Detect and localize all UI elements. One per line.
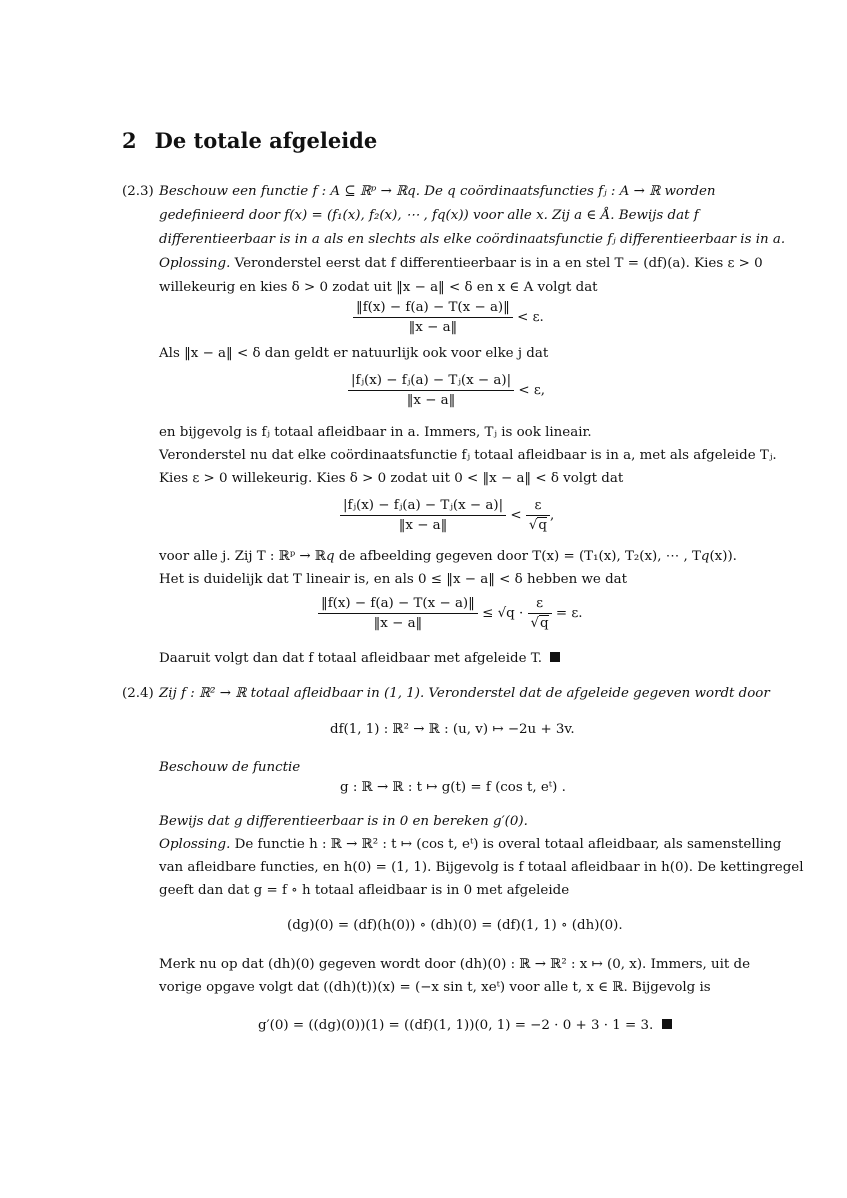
exercise-statement-line: Zij f : ℝ² → ℝ totaal afleidbaar in (1, 1). Veronderstel dat de afgeleide gegeven wordt door — [159, 686, 770, 701]
fraction — [318, 596, 478, 631]
solution-label: Oplossing. — [159, 837, 231, 852]
equation-middle: ≤ √q · — [482, 606, 524, 621]
solution-text: Veronderstel eerst dat f differentieerbaar is in a en stel T = (df)(a). Kies ε > 0 — [234, 256, 763, 271]
exercise-label-2-3: (2.3) — [122, 184, 154, 199]
denominator: ‖x − a‖ — [408, 320, 458, 335]
paragraph-line — [159, 650, 560, 668]
solution-line — [159, 255, 763, 273]
final-equation: g′(0) = ((dg)(0))(1) = ((df)(1, 1))(0, 1) = −2 · 0 + 3 · 1 = 3. — [258, 1018, 654, 1033]
solution-text: De functie h : ℝ → ℝ² : t ↦ (cos t, eᵗ) is overal totaal afleidbaar, als samenstelling — [234, 837, 782, 852]
denominator: ‖x − a‖ — [398, 518, 448, 533]
solution-line: geeft dan dat g = f ∘ h totaal afleidbaar is in 0 met afgeleide — [159, 883, 570, 898]
equation-rhs: < ε, — [518, 383, 546, 398]
fraction — [348, 373, 514, 408]
solution-line: van afleidbare functies, en h(0) = (1, 1). Bijgevolg is f totaal afleidbaar in h(0). De kettingregel — [159, 860, 804, 875]
equation-4 — [318, 596, 583, 631]
numerator: ε — [526, 498, 550, 516]
paragraph-line: voor alle j. Zij T : ℝᵖ → ℝ𝑞 de afbeelding gegeven door T(x) = (T₁(x), T₂(x), ⋯ , T𝑞(x)). — [159, 549, 737, 564]
paragraph-line: Het is duidelijk dat T lineair is, en als 0 ≤ ‖x − a‖ < δ hebben we dat — [159, 572, 628, 587]
equation-rhs: < ε. — [517, 310, 544, 325]
exercise-statement-line: Beschouw een functie f : A ⊆ ℝᵖ → ℝ𝑞. De q coördinaatsfuncties fⱼ : A → ℝ worden — [159, 184, 716, 199]
exercise-label-2-4: (2.4) — [122, 686, 154, 701]
equation-1 — [353, 300, 544, 335]
section-heading — [122, 128, 377, 153]
solution-line — [159, 836, 781, 854]
exercise-statement-line: Bewijs dat g differentieerbaar is in 0 en bereken g′(0). — [159, 814, 528, 829]
equation-6: g : ℝ → ℝ : t ↦ g(t) = f (cos t, eᵗ) . — [340, 780, 566, 795]
numerator: ε — [528, 596, 552, 614]
solution-line: willekeurig en kies δ > 0 zodat uit ‖x − a‖ < δ en x ∈ A volgt dat — [159, 280, 598, 295]
exercise-statement-line: Beschouw de functie — [159, 760, 301, 775]
fraction — [340, 498, 506, 533]
paragraph-line: vorige opgave volgt dat ((dh)(t))(x) = (−x sin t, xeᵗ) voor alle t, x ∈ ℝ. Bijgevolg is — [159, 980, 711, 995]
radicand: q — [538, 518, 547, 533]
equation-3 — [340, 498, 554, 533]
numerator: |fⱼ(x) − fⱼ(a) − Tⱼ(x − a)| — [348, 373, 514, 391]
solution-label: Oplossing. — [159, 256, 231, 271]
denominator: ‖x − a‖ — [373, 616, 423, 631]
conclusion-text: Daaruit volgt dan dat f totaal afleidbaar met afgeleide T. — [159, 651, 542, 666]
equation-7: (dg)(0) = (df)(h(0)) ∘ (dh)(0) = (df)(1, 1) ∘ (dh)(0). — [287, 918, 623, 933]
paragraph-line: Als ‖x − a‖ < δ dan geldt er natuurlijk ook voor elke j dat — [159, 346, 549, 361]
denominator: √q — [530, 616, 549, 631]
exercise-statement-line: gedefinieerd door f(x) = (f₁(x), f₂(x), ⋯ , f𝑞(x)) voor alle x. Zij a ∈ Å. Bewijs dat f — [159, 208, 699, 223]
fraction — [528, 596, 552, 631]
numerator: ‖f(x) − f(a) − T(x − a)‖ — [353, 300, 513, 318]
paragraph-line: Kies ε > 0 willekeurig. Kies δ > 0 zodat uit 0 < ‖x − a‖ < δ volgt dat — [159, 471, 624, 486]
qed-square-icon — [550, 652, 560, 662]
equation-5: df(1, 1) : ℝ² → ℝ : (u, v) ↦ −2u + 3v. — [330, 722, 575, 737]
equation-8 — [258, 1018, 672, 1033]
fraction — [353, 300, 513, 335]
equation-tail: , — [549, 508, 555, 523]
equation-2 — [348, 373, 545, 408]
paragraph-line: Merk nu op dat (dh)(0) gegeven wordt door (dh)(0) : ℝ → ℝ² : x ↦ (0, x). Immers, uit de — [159, 957, 750, 972]
exercise-statement-line: differentieerbaar is in a als en slechts als elke coördinaatsfunctie fⱼ differentieerbaar is in a. — [159, 232, 786, 247]
paragraph-line: en bijgevolg is fⱼ totaal afleidbaar in a. Immers, Tⱼ is ook lineair. — [159, 425, 592, 440]
denominator: ‖x − a‖ — [406, 393, 456, 408]
paragraph-line: Veronderstel nu dat elke coördinaatsfunctie fⱼ totaal afleidbaar is in a, met als afgeleide Tⱼ. — [159, 448, 777, 463]
qed-square-icon — [662, 1019, 672, 1029]
radicand: q — [540, 616, 549, 631]
less-than: < — [510, 508, 522, 523]
numerator: |fⱼ(x) − fⱼ(a) − Tⱼ(x − a)| — [340, 498, 506, 516]
section-number: 2 — [122, 128, 137, 153]
equation-tail: = ε. — [555, 606, 583, 621]
section-title: De totale afgeleide — [154, 128, 378, 153]
numerator: ‖f(x) − f(a) − T(x − a)‖ — [318, 596, 478, 614]
fraction — [526, 498, 550, 533]
denominator: √q — [528, 518, 547, 533]
